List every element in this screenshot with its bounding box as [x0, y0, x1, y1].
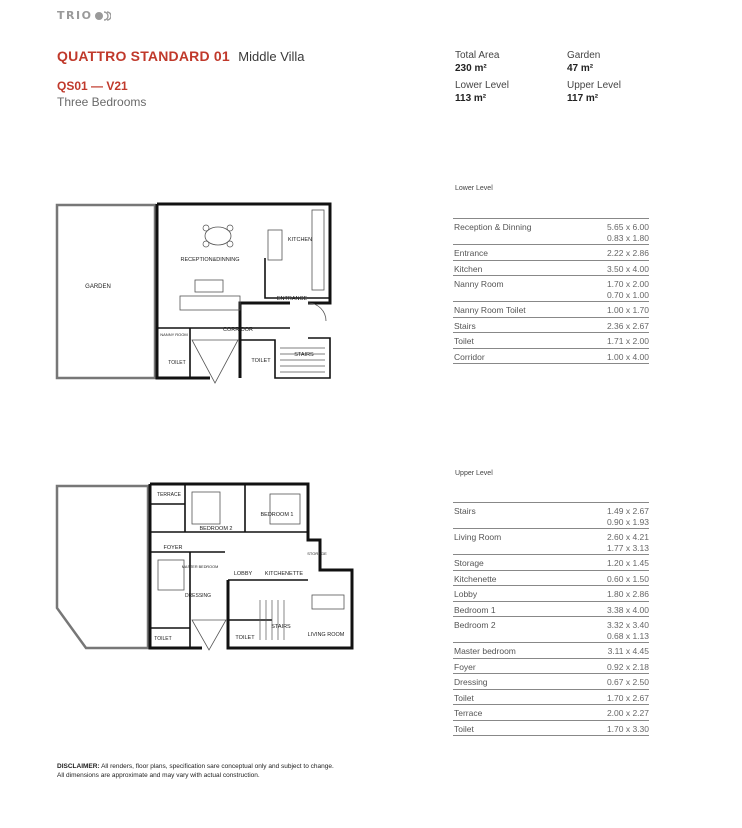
entrance-door	[308, 303, 326, 321]
room-dims: 0.90 x 1.93	[606, 516, 649, 527]
toilet-label: TOILET	[168, 360, 186, 366]
table-row	[453, 602, 649, 618]
table-row	[453, 690, 649, 706]
coffee-table	[195, 280, 223, 292]
dining-table	[205, 227, 231, 245]
room-dims: 5.65 x 6.00	[606, 222, 649, 232]
lower-level-table	[453, 218, 649, 364]
upper-level-table	[453, 502, 649, 736]
lobby-label: LOBBY	[233, 571, 253, 577]
room-name: Bedroom 1	[454, 604, 496, 615]
room-dims: 0.83 x 1.80	[606, 232, 649, 243]
room-dims: 2.36 x 2.67	[606, 320, 649, 331]
bedroom-count: Three Bedrooms	[57, 95, 147, 109]
room-dims: 0.92 x 2.18	[606, 661, 649, 672]
garden-label: GARDEN	[85, 284, 111, 290]
sofa	[180, 296, 240, 310]
bedroom2-label: BEDROOM 2	[199, 526, 233, 532]
toilet-label: TOILET	[251, 358, 271, 364]
room-dims: 1.77 x 3.13	[606, 542, 649, 553]
room-dims: 1.00 x 1.70	[606, 305, 649, 315]
table-row	[453, 705, 649, 721]
garden-area-value: 47 m²	[567, 63, 594, 74]
room-name: Nanny Room	[454, 279, 504, 289]
table-row	[453, 349, 649, 365]
lower-plan-drawing	[50, 198, 340, 388]
upper-level-floor-plan	[50, 480, 360, 660]
lower-level-floor-plan	[50, 198, 340, 393]
corridor-label: CORRIDOR	[223, 327, 253, 333]
logo-text: TRIO	[57, 9, 93, 22]
total-area	[455, 49, 499, 75]
room-name: Toilet	[454, 723, 474, 734]
table-row	[453, 674, 649, 690]
room-dims: 1.70 x 2.00	[606, 279, 649, 289]
living-sofa	[312, 595, 344, 609]
nanny-label: NANNY ROOM	[160, 332, 188, 337]
table-row	[453, 555, 649, 571]
room-dims: 3.32 x 3.40	[606, 620, 649, 630]
room-name: Reception & Dinning	[454, 222, 532, 232]
garden-area	[567, 49, 600, 75]
room-dims: 1.70 x 2.67	[606, 692, 649, 703]
table-row	[453, 318, 649, 334]
dressing-label: DRESSING	[184, 593, 212, 599]
room-name: Foyer	[454, 661, 476, 672]
kitchen-label: KITCHEN	[287, 237, 313, 243]
master-label: MASTER BEDROOM	[181, 565, 219, 569]
table-row	[453, 276, 649, 302]
kitchen-counter	[312, 210, 324, 290]
room-name: Corridor	[454, 351, 485, 362]
brand-logo	[57, 9, 111, 22]
unit-code: QS01 — V21	[57, 79, 128, 93]
table-row	[453, 261, 649, 277]
villa-type: Middle Villa	[238, 49, 305, 64]
disclaimer	[57, 763, 342, 780]
room-name: Toilet	[454, 336, 474, 346]
room-name: Bedroom 2	[454, 620, 496, 630]
room-name: Kitchen	[454, 263, 483, 274]
disclaimer-text: All renders, floor plans, specification sare conceptual only and subject to change. All dimensions are approximate and may vary with actual construction.	[57, 763, 334, 779]
chair	[203, 225, 209, 231]
total-area-label: Total Area	[455, 50, 500, 61]
storage-label: STORAGE	[307, 551, 327, 556]
room-dims: 0.70 x 1.00	[606, 289, 649, 300]
room-name: Stairs	[454, 320, 476, 331]
toilet-label: TOILET	[154, 636, 172, 642]
table-row	[453, 302, 649, 318]
room-dims: 1.70 x 3.30	[606, 723, 649, 734]
room-name: Entrance	[454, 248, 489, 258]
lower-area-label: Lower Level	[455, 80, 509, 91]
garden-area-label: Garden	[567, 50, 601, 61]
kitchen-island	[268, 230, 282, 260]
table-row	[453, 643, 649, 659]
room-name: Dressing	[454, 677, 488, 687]
room-dims: 0.68 x 1.13	[606, 630, 649, 641]
reception-label: RECEPTION&DINNING	[180, 257, 240, 263]
table-row	[453, 586, 649, 602]
room-dims: 1.71 x 2.00	[606, 336, 649, 346]
upper-house-walls	[150, 484, 352, 648]
toilet-label: TOILET	[235, 635, 255, 641]
page-title	[57, 48, 305, 66]
table-row	[453, 503, 649, 529]
kitchenette-label: KITCHENETTE	[264, 571, 304, 577]
disclaimer-label: DISCLAIMER:	[57, 763, 100, 770]
upper-plan-drawing	[50, 480, 360, 655]
courtyard-void	[192, 620, 226, 650]
bed-bedroom-1	[270, 494, 300, 524]
room-name: Storage	[454, 558, 484, 568]
room-dims: 2.60 x 4.21	[606, 532, 649, 542]
upper-area-label: Upper Level	[567, 80, 621, 91]
living-label: LIVING ROOM	[307, 632, 345, 638]
room-dims: 0.60 x 1.50	[606, 573, 649, 584]
room-dims: 1.00 x 4.00	[606, 351, 649, 362]
bed-master	[158, 560, 184, 590]
upper-level-title: Upper Level	[455, 470, 493, 477]
room-dims: 2.00 x 2.27	[606, 708, 649, 718]
total-area-value: 230 m²	[455, 63, 487, 74]
room-name: Toilet	[454, 692, 474, 703]
room-dims: 1.49 x 2.67	[606, 506, 649, 516]
room-name: Master bedroom	[454, 646, 516, 656]
room-dims: 1.20 x 1.45	[606, 558, 649, 568]
room-name: Terrace	[454, 708, 483, 718]
garden-outline	[57, 205, 155, 378]
foyer-label: FOYER	[163, 545, 183, 551]
table-row	[453, 245, 649, 261]
upper-area-value: 117 m²	[567, 93, 599, 104]
lower-level-title: Lower Level	[455, 185, 493, 192]
room-dims: 1.80 x 2.86	[606, 589, 649, 599]
garden-roof-outline	[57, 486, 148, 648]
room-name: Nanny Room Toilet	[454, 305, 526, 315]
room-dims: 3.11 x 4.45	[607, 646, 649, 656]
room-dims: 3.38 x 4.00	[606, 604, 649, 615]
table-row	[453, 571, 649, 587]
model-name: QUATTRO STANDARD 01	[57, 48, 230, 64]
table-row	[453, 333, 649, 349]
table-row	[453, 617, 649, 643]
room-name: Lobby	[454, 589, 478, 599]
table-row	[453, 529, 649, 555]
stairs-label: STAIRS	[271, 624, 291, 630]
room-name: Kitchenette	[454, 573, 497, 584]
room-dims: 0.67 x 2.50	[606, 677, 649, 687]
bed-bedroom-2	[192, 492, 220, 524]
room-dims: 2.22 x 2.86	[606, 248, 649, 258]
table-row	[453, 659, 649, 675]
table-row	[453, 219, 649, 245]
room-name: Stairs	[454, 506, 476, 516]
chair	[227, 241, 233, 247]
chair	[203, 241, 209, 247]
entrance-label: ENTRANCE	[276, 296, 308, 302]
room-dims: 3.50 x 4.00	[606, 263, 649, 274]
logo-mark-icon	[95, 11, 111, 21]
lower-area-value: 113 m²	[455, 93, 487, 104]
room-name: Living Room	[454, 532, 502, 542]
bedroom1-label: BEDROOM 1	[260, 512, 294, 518]
table-row	[453, 721, 649, 737]
terrace-label: TERRACE	[157, 492, 181, 498]
stairs-label: STAIRS	[294, 352, 314, 358]
lower-area	[455, 79, 509, 105]
chair	[227, 225, 233, 231]
upper-area	[567, 79, 621, 105]
